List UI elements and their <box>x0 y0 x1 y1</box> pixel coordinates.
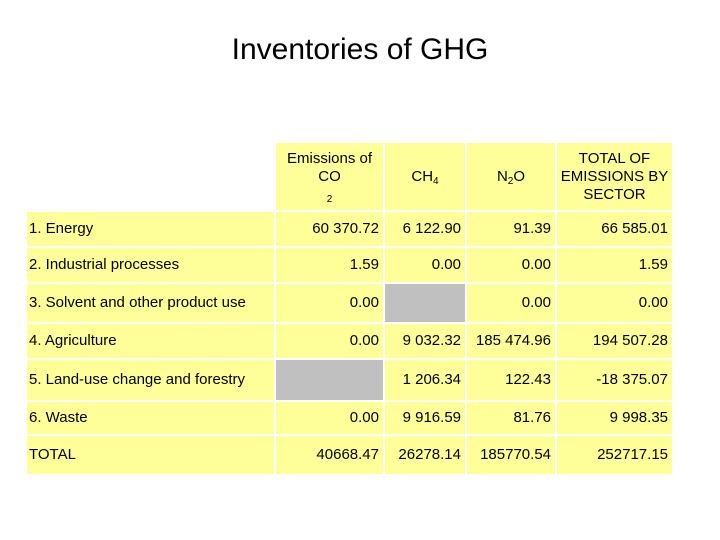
cell-total: -18 375.07 <box>557 360 672 400</box>
cell-total: 9 998.35 <box>557 402 672 434</box>
cell-n2o: 0.00 <box>467 284 555 322</box>
cell-co2: 0.00 <box>276 284 383 322</box>
cell-total: 1.59 <box>557 248 672 282</box>
cell-co2-empty <box>276 360 383 400</box>
cell-n2o: 0.00 <box>467 248 555 282</box>
cell-ch4: 0.00 <box>385 248 465 282</box>
cell-ch4: 1 206.34 <box>385 360 465 400</box>
cell-ch4: 26278.14 <box>385 436 465 474</box>
row-label-land-use: 5. Land-use change and forestry <box>27 360 274 400</box>
row-label-agriculture: 4. Agriculture <box>27 324 274 358</box>
page-title: Inventories of GHG <box>231 33 489 66</box>
header-co2: Emissions of CO $_2$ <box>276 143 383 210</box>
header-total: TOTAL OF EMISSIONS BY SECTOR <box>557 143 672 210</box>
cell-n2o: 81.76 <box>467 402 555 434</box>
row-label-energy: 1. Energy <box>27 212 274 246</box>
cell-total: 66 585.01 <box>557 212 672 246</box>
cell-total: 0.00 <box>557 284 672 322</box>
cell-co2: 0.00 <box>276 324 383 358</box>
row-label-solvent: 3. Solvent and other product use <box>27 284 274 322</box>
cell-co2: 0.00 <box>276 402 383 434</box>
cell-total: 252717.15 <box>557 436 672 474</box>
cell-n2o: 122.43 <box>467 360 555 400</box>
row-label-waste: 6. Waste <box>27 402 274 434</box>
cell-n2o: 91.39 <box>467 212 555 246</box>
header-n2o: $N_2O$ <box>467 143 555 210</box>
cell-n2o: 185 474.96 <box>467 324 555 358</box>
header-ch4: $CH_4$ <box>385 143 465 210</box>
cell-ch4-empty <box>385 284 465 322</box>
cell-ch4: 6 122.90 <box>385 212 465 246</box>
cell-co2: 40668.47 <box>276 436 383 474</box>
cell-n2o: 185770.54 <box>467 436 555 474</box>
row-label-industrial: 2. Industrial processes <box>27 248 274 282</box>
cell-ch4: 9 916.59 <box>385 402 465 434</box>
cell-co2: 1.59 <box>276 248 383 282</box>
cell-ch4: 9 032.32 <box>385 324 465 358</box>
row-label-total: TOTAL <box>27 436 274 474</box>
cell-co2: 60 370.72 <box>276 212 383 246</box>
cell-total: 194 507.28 <box>557 324 672 358</box>
